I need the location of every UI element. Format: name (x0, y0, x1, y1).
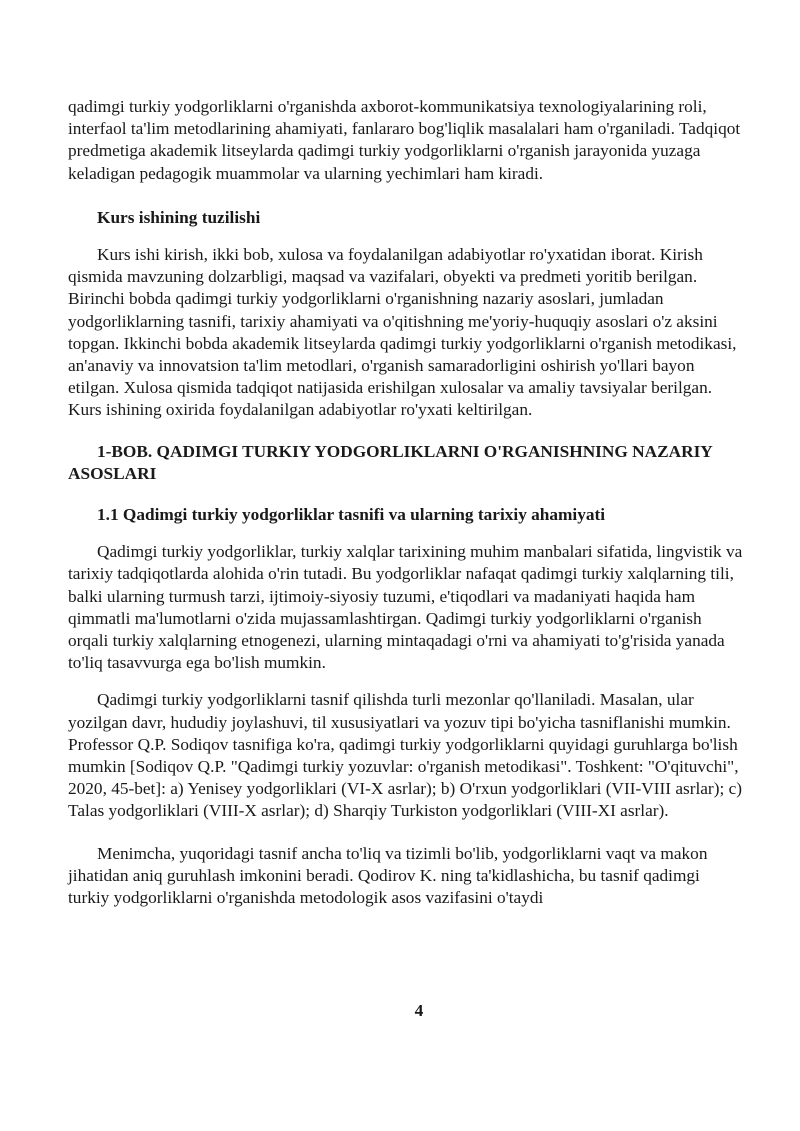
paragraph-author-opinion: Menimcha, yuqoridagi tasnif ancha to'liq va tizimli bo'lib, yodgorliklarni vaqt va makon jihatidan aniq guruhlash imkonini beradi. Qodirov K. ning ta'kidlashicha, bu tasnif qadimgi turkiy yodgorliklarni o'rganishda metodologik asos vazifasini o'taydi (68, 843, 708, 908)
document-page (68, 96, 744, 909)
heading-course-structure: Kurs ishining tuzilishi (97, 207, 261, 227)
chapter-heading: 1-BOB. QADIMGI TURKIY YODGORLIKLARNI O'RGANISHNING NAZARIY ASOSLARI (68, 441, 713, 483)
paragraph-monuments-classification: Qadimgi turkiy yodgorliklarni tasnif qilishda turli mezonlar qo'llaniladi. Masalan, ular yozilgan davr, hududiy joylashuvi, til xususiyatlari va yozuv tipi bo'yicha tasniflanishi mumkin. Professor Q.P. Sodiqov tasnifiga ko'ra, qadimgi turkiy yodgorliklarni quyidagi guruhlarga bo'lish mumkin [Sodiqov Q.P. "Qadimgi turkiy yozuvlar: o'rganish metodikasi". Toshkent: "O'qituvchi", 2020, 45-bet]: a) Yenisey yodgorliklari (VI-X asrlar); b) O'rxun yodgorliklari (VII-VIII asrlar); c) Talas yodgorliklari (VIII-X asrlar); d) Sharqiy Turkiston yodgorliklari (VIII-XI asrlar). (68, 690, 742, 821)
page-number: 4 (414, 1001, 424, 1020)
section-heading: 1.1 Qadimgi turkiy yodgorliklar tasnifi va ularning tarixiy ahamiyati (97, 505, 606, 525)
paragraph-monuments-importance: Qadimgi turkiy yodgorliklar, turkiy xalqlar tarixining muhim manbalari sifatida, lingvistik va tarixiy tadqiqotlarda alohida o'rin tutadi. Bu yodgorliklar nafaqat qadimgi turkiy xalqlarning tili, balki ularning turmush tarzi, ijtimoiy-siyosiy tuzumi, e'tiqodlari va madaniyati haqida ham qimmatli ma'lumotlarni o'zida mujassamlashtirgan. Qadimgi turkiy yodgorliklarni o'rganish orqali turkiy xalqlarning etnogenezi, ularning mintaqadagi o'rni va ahamiyati to'g'risida yanada to'liq tasavvurga ega bo'lish mumkin. (68, 542, 743, 673)
paragraph-intro-continuation: qadimgi turkiy yodgorliklarni o'rganishda axborot-kommunikatsiya texnologiyalarining roli, interfaol ta'lim metodlarining ahamiyati, fanlararo bog'liqlik masalalari ham o'rganiladi. Tadqiqot predmetiga akademik litseylarda qadimgi turkiy yodgorliklarni o'rganish jarayonida yuzaga keladigan pedagogik muammolar va ularning yechimlari ham kiradi. (68, 97, 741, 183)
paragraph-course-structure: Kurs ishi kirish, ikki bob, xulosa va foydalanilgan adabiyotlar ro'yxatidan iborat. Kirish qismida mavzuning dolzarbligi, maqsad va vazifalari, obyekti va predmeti yoritib berilgan. Birinchi bobda qadimgi turkiy yodgorliklarni o'rganishning nazariy asoslari, jumladan yodgorliklarning tasnifi, tarixiy ahamiyati va o'qitishning me'yoriy-huquqiy asoslari o'z aksini topgan. Ikkinchi bobda akademik litseylarda qadimgi turkiy yodgorliklarni o'rganish metodikasi, an'anaviy va innovatsion ta'lim metodlari, o'rganish samaradorligini oshirish yo'llari bayon etilgan. Xulosa qismida tadqiqot natijasida erishilgan xulosalar va amaliy tavsiyalar berilgan. Kurs ishining oxirida foydalanilgan adabiyotlar ro'yxati keltirilgan. (68, 245, 737, 420)
